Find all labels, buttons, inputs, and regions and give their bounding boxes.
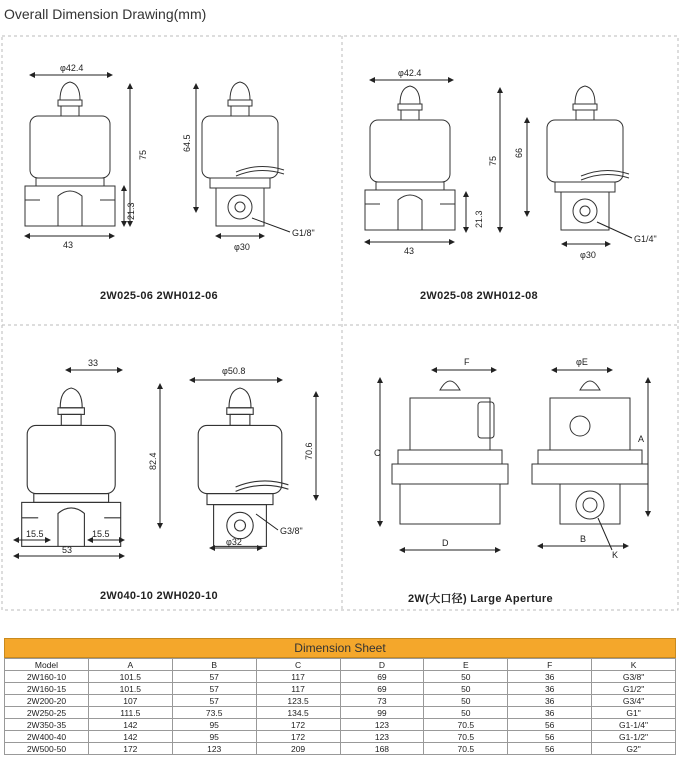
table-header-f: F <box>508 659 592 671</box>
panel-2-label: 2W025-08 2WH012-08 <box>420 290 538 302</box>
table-cell: 101.5 <box>88 671 172 683</box>
table-header-row <box>5 659 676 671</box>
p1-dim-h1: 75 <box>138 149 148 160</box>
table-cell: 2W160-15 <box>5 683 89 695</box>
panel-3-label: 2W040-10 2WH020-10 <box>100 590 218 602</box>
table-cell: 209 <box>256 743 340 755</box>
panel-1-drawing <box>25 63 315 252</box>
table-cell: 36 <box>508 695 592 707</box>
table-header-b: B <box>172 659 256 671</box>
table-cell: 123 <box>172 743 256 755</box>
table-cell: 99 <box>340 707 424 719</box>
table-cell: 172 <box>256 731 340 743</box>
table-cell: 36 <box>508 707 592 719</box>
p1-dim-h3: 21.3 <box>126 202 136 220</box>
p3-dim-d2: φ32 <box>226 537 242 547</box>
table-header-model: Model <box>5 659 89 671</box>
table-cell: G3/8" <box>592 671 676 683</box>
table-cell: 70.5 <box>424 731 508 743</box>
table-cell: 2W250-25 <box>5 707 89 719</box>
p3-dim-h1: 82.4 <box>148 452 158 470</box>
table-row <box>5 719 676 731</box>
table-cell: G1/2" <box>592 683 676 695</box>
table-header-d: D <box>340 659 424 671</box>
table-cell: 36 <box>508 683 592 695</box>
table-cell: 70.5 <box>424 719 508 731</box>
p4-dim-b: B <box>580 534 587 544</box>
panel-1-label: 2W025-06 2WH012-06 <box>100 290 218 302</box>
p2-dim-port: G1/4" <box>634 234 657 244</box>
table-cell: 172 <box>256 719 340 731</box>
p4-dim-a: A <box>638 434 645 444</box>
panel-4-label: 2W(大口径) Large Aperture <box>408 593 553 605</box>
table-row <box>5 683 676 695</box>
table-cell: 57 <box>172 695 256 707</box>
p3-dim-l: 15.5 <box>26 529 44 539</box>
table-cell: 2W160-10 <box>5 671 89 683</box>
p3-dim-d1: φ50.8 <box>222 366 246 376</box>
table-cell: 168 <box>340 743 424 755</box>
table-cell: 117 <box>256 683 340 695</box>
p3-dim-top: 33 <box>88 358 99 368</box>
table-cell: 142 <box>88 719 172 731</box>
table-cell: 73 <box>340 695 424 707</box>
table-cell: 101.5 <box>88 683 172 695</box>
table-cell: G1" <box>592 707 676 719</box>
table-cell: 50 <box>424 695 508 707</box>
dimension-table <box>4 658 676 755</box>
p4-dim-e: φE <box>576 357 588 367</box>
table-cell: 50 <box>424 671 508 683</box>
p1-dim-h2: 64.5 <box>182 134 192 152</box>
table-row <box>5 731 676 743</box>
p4-dim-d: D <box>442 538 449 548</box>
panel-2-drawing <box>365 68 657 260</box>
p1-dim-w1: 43 <box>63 240 74 250</box>
page-title: Overall Dimension Drawing(mm) <box>4 6 207 22</box>
dimension-sheet <box>4 638 676 755</box>
table-row <box>5 743 676 755</box>
table-cell: 57 <box>172 683 256 695</box>
table-row <box>5 695 676 707</box>
table-cell: 2W400-40 <box>5 731 89 743</box>
p4-dim-c: C <box>374 448 381 458</box>
p2-dim-h1: 75 <box>488 155 498 166</box>
p2-dim-h2: 66 <box>514 147 524 158</box>
table-cell: 56 <box>508 731 592 743</box>
table-cell: G1-1/2" <box>592 731 676 743</box>
table-cell: 95 <box>172 719 256 731</box>
table-row <box>5 671 676 683</box>
p1-dim-port: G1/8" <box>292 228 315 238</box>
table-cell: 2W350-35 <box>5 719 89 731</box>
table-cell: 57 <box>172 671 256 683</box>
table-cell: 111.5 <box>88 707 172 719</box>
table-row <box>5 707 676 719</box>
table-cell: 172 <box>88 743 172 755</box>
table-header-e: E <box>424 659 508 671</box>
p2-dim-w1: 43 <box>404 246 415 256</box>
p4-dim-k: K <box>612 550 619 560</box>
p3-dim-w1: 53 <box>62 545 73 555</box>
table-cell: 50 <box>424 683 508 695</box>
p2-dim-d2: φ30 <box>580 250 596 260</box>
table-cell: 50 <box>424 707 508 719</box>
table-cell: 56 <box>508 743 592 755</box>
table-cell: 73.5 <box>172 707 256 719</box>
table-cell: G1-1/4" <box>592 719 676 731</box>
p1-dim-d2: φ30 <box>234 242 250 252</box>
table-cell: 36 <box>508 671 592 683</box>
p4-dim-f: F <box>464 357 470 367</box>
p2-dim-h3: 21.3 <box>474 210 484 228</box>
table-cell: G2" <box>592 743 676 755</box>
p3-dim-h2: 70.6 <box>304 442 314 460</box>
table-header-c: C <box>256 659 340 671</box>
table-cell: 134.5 <box>256 707 340 719</box>
table-cell: 123.5 <box>256 695 340 707</box>
sheet-title: Dimension Sheet <box>4 638 676 658</box>
table-cell: G3/4" <box>592 695 676 707</box>
table-cell: 123 <box>340 731 424 743</box>
panel-4-dims <box>374 357 648 560</box>
table-cell: 56 <box>508 719 592 731</box>
table-cell: 69 <box>340 683 424 695</box>
table-cell: 117 <box>256 671 340 683</box>
table-header-a: A <box>88 659 172 671</box>
table-cell: 95 <box>172 731 256 743</box>
table-cell: 69 <box>340 671 424 683</box>
table-cell: 107 <box>88 695 172 707</box>
p3-dim-r: 15.5 <box>92 529 110 539</box>
table-cell: 123 <box>340 719 424 731</box>
p2-dim-d1: φ42.4 <box>398 68 422 78</box>
table-cell: 2W500-50 <box>5 743 89 755</box>
table-cell: 142 <box>88 731 172 743</box>
p1-dim-d1: φ42.4 <box>60 63 84 73</box>
panel-4-drawing <box>392 381 648 524</box>
panel-3-drawing <box>14 358 316 556</box>
table-header-k: K <box>592 659 676 671</box>
p3-dim-port: G3/8" <box>280 526 303 536</box>
table-cell: 2W200-20 <box>5 695 89 707</box>
table-cell: 70.5 <box>424 743 508 755</box>
